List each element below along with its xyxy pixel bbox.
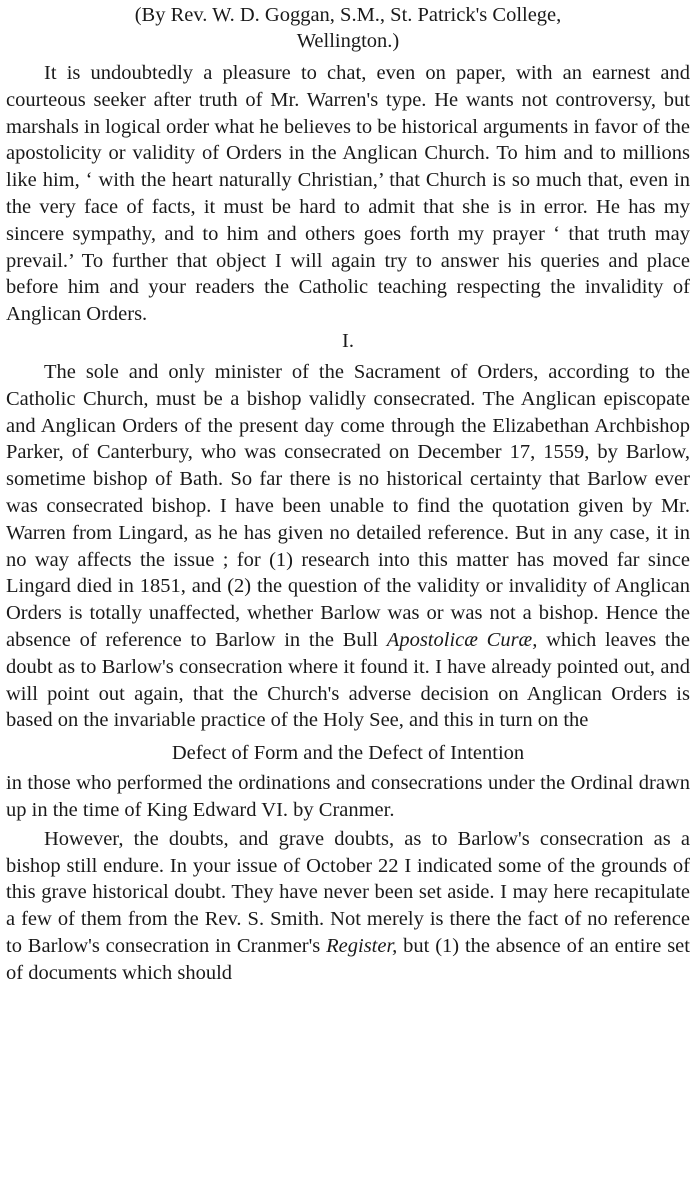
- paragraph-barlow-text-2: which leaves the doubt as to Barlow's consecration where it found it. I have already pointed out, and will point out again, that the Church's adverse decision on Anglican Orders is based on the invariable practice of the Holy See, and this in turn on the: [6, 628, 690, 732]
- byline-line-2: Wellington.): [296, 30, 400, 52]
- paragraph-doubts: [6, 826, 690, 987]
- section-numeral: I.: [342, 329, 354, 352]
- paragraph-doubts-text-2: but (1) the absence of an entire set of documents which should: [6, 934, 690, 984]
- register-title: Register,: [326, 934, 398, 957]
- byline-line-1: (By Rev. W. D. Goggan, S.M., St. Patrick's College,: [134, 4, 562, 26]
- paragraph-barlow-text-1: The sole and only minister of the Sacrament of Orders, according to the Catholic Church, must be a bishop validly consecrated. The Anglican episcopate and Anglican Orders of the present day come through the Elizabethan Archbishop Parker, of Canterbury, who was consecrated on December 17, 1559, by Barlow, sometime bishop of Bath. So far there is no historical certainty that Barlow ever was consecrated bishop. I have been unable to find the quotation given by Mr. Warren from Lingard, as he has given no detailed reference. But in any case, it in no way affects the issue ; for (1) research into this matter has moved far since Lingard died in 1851, and (2) the question of the validity or invalidity of Anglican Orders is totally unaffected, whether Barlow was or was not a bishop. Hence the absence of reference to Barlow in the Bull: [6, 360, 690, 651]
- subheading: Defect of Form and the Defect of Intention: [171, 742, 525, 765]
- byline: [6, 0, 690, 54]
- paragraph-intro: It is undoubtedly a pleasure to chat, even on paper, with an earnest and courteous seeker after truth of Mr. Warren's type. He wants not controversy, but marshals in logical order what he believes to be historical arguments in favor of the apostolicity or validity of Orders in the Anglican Church. To him and to millions like him, ‘ with the heart naturally Christian,’ that Church is so much that, even in the very face of facts, it must be hard to admit that she is in error. He has my sincere sympathy, and to him and others goes forth my prayer ‘ that truth may prevail.’ To further that object I will again try to answer his queries and place before him and your readers the Catholic teaching respecting the invalidity of Anglican Orders.: [6, 62, 690, 326]
- bull-title: Apostolicæ Curæ,: [386, 628, 538, 651]
- paragraph-barlow: [6, 359, 690, 734]
- paragraph-doubts-text-1: However, the doubts, and grave doubts, as to Barlow's consecration as a bishop still endure. In your issue of October 22 I indicated some of the grounds of this grave historical doubt. They have never been set aside. I may here recapitulate a few of them from the Rev. S. Smith. Not merely is there the fact of no reference to Barlow's consecration in Cranmer's: [6, 827, 690, 957]
- paragraph-ordinal: in those who performed the ordinations and consecrations under the Ordinal drawn up in the time of King Edward VI. by Cranmer.: [6, 772, 690, 821]
